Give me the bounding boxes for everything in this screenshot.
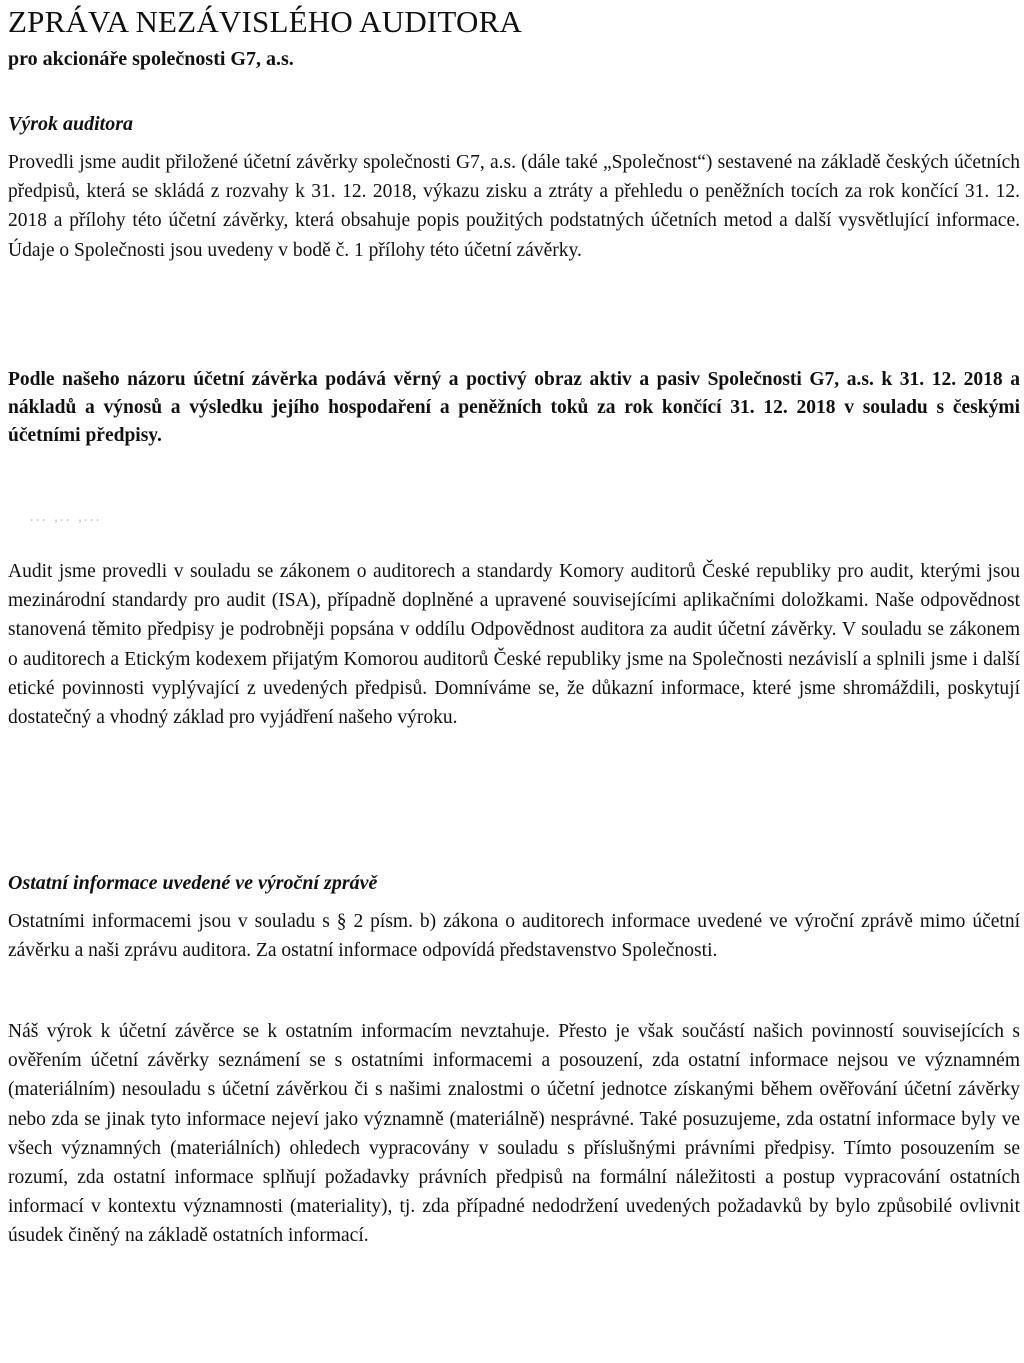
section-heading-vyrok: Výrok auditora [8, 113, 134, 135]
paragraph-other-info-definition: Ostatními informacemi jsou v souladu s § 2 písm. b) zákona o auditorech informace uvedené ve výroční zprávě mimo účetní závěrku a naši zprávu auditora. Za ostatní informace odpovídá představenstvo Společnosti. [8, 911, 1020, 962]
report-title: ZPRÁVA NEZÁVISLÉHO AUDITORA [8, 4, 523, 39]
section-heading-ostatni: Ostatní informace uvedené ve výroční zprávě [8, 872, 378, 894]
paragraph-other-info-responsibility: Náš výrok k účetní závěrce se k ostatním informacím nevztahuje. Přesto je však součástí našich povinností souvisejících s ověřením účetní závěrky seznámení se s ostatními informacemi a posouzení, zda ostatní informace nejsou ve významném (materiálním) nesouladu s účetní závěrkou či s našimi znalostmi o účetní jednotce získanými během ověřování účetní závěrky nebo zda se jinak tyto informace nejeví jako významně (materiálně) nesprávné. Také posuzujeme, zda ostatní informace byly ve všech významných (materiálních) ohledech vypracovány v souladu s příslušnými právními předpisy. Tímto posouzením se rozumí, zda ostatní informace splňují požadavky právních předpisů na formální náležitosti a postup vypracování ostatních informací v kontextu významnosti (materiality), tj. zda případné nedodržení uvedených požadavků by bylo způsobilé ovlivnit úsudek činěný na základě ostatních informací. [8, 1021, 1020, 1247]
paragraph-opinion: Podle našeho názoru účetní závěrka podává věrný a poctivý obraz aktiv a pasiv Společnosti G7, a.s. k 31. 12. 2018 a nákladů a výnosů a výsledku jejího hospodaření a peněžních toků za rok končící 31. 12. 2018 v souladu s českými účetními předpisy. [8, 369, 1020, 446]
paragraph-audit-scope: Provedli jsme audit přiložené účetní závěrky společnosti G7, a.s. (dále také „Společnost“) sestavené na základě českých účetních předpisů, která se skládá z rozvahy k 31. 12. 2018, výkazu zisku a ztráty a přehledu o peněžních tocích za rok končící 31. 12. 2018 a přílohy této účetní závěrky, která obsahuje popis použitých podstatných účetních metod a další vysvětlující informace. Údaje o Společnosti jsou uvedeny v bodě č. 1 přílohy této účetní závěrky. [8, 152, 1020, 261]
paragraph-audit-basis: Audit jsme provedli v souladu se zákonem o auditorech a standardy Komory auditorů České republiky pro audit, kterými jsou mezinárodní standardy pro audit (ISA), případně doplněné a upravené souvisejícími aplikačními doložkami. Naše odpovědnost stanovená těmito předpisy je podrobněji popsána v oddílu Odpovědnost auditora za audit účetní závěrky. V souladu se zákonem o auditorech a Etickým kodexem přijatým Komorou auditorů České republiky jsme na Společnosti nezávislí a splnili jsme i další etické povinnosti vyplývající z uvedených předpisů. Domníváme se, že důkazní informace, které jsme shromáždili, poskytují dostatečný a vhodný základ pro vyjádření našeho výroku. [8, 561, 1020, 729]
section-heading-zaklad-faded: ... ,.. ,... [30, 508, 102, 525]
report-subtitle: pro akcionáře společnosti G7, a.s. [8, 48, 294, 70]
